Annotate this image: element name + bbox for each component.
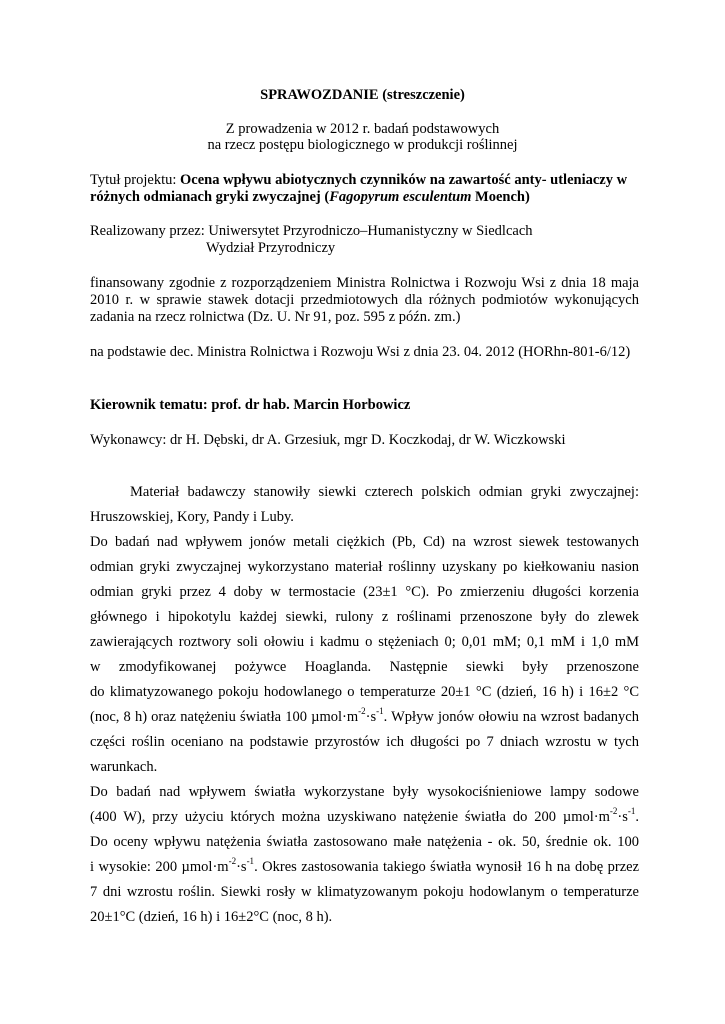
species-name: Fagopyrum esculentum (329, 189, 472, 205)
body-line: głównego i hipokotylu każdej siewki, rulony z roślinami przenoszone były do zlewek (90, 609, 639, 625)
project-title-part: Moench) (471, 189, 530, 205)
text-run: . Okres zastosowania takiego światła wynosił 16 h na dobę przez (254, 859, 640, 875)
superscript: -2 (228, 856, 237, 867)
body-line: zawierających roztwory soli ołowiu i kadmu o stężeniach 0; 0,01 mM; 0,1 mM i 1,0 mM (90, 634, 639, 650)
text-run: (noc, 8 h) oraz natężeniu światła 100 µmol·m (90, 709, 359, 725)
subtitle-line-2: na rzecz postępu biologicznego w produkcji roślinnej (207, 137, 518, 153)
university-name: Uniwersytet Przyrodniczo–Humanistyczny w Siedlcach (208, 223, 533, 239)
project-title-line-2 (90, 188, 530, 206)
body-line: Do badań nad wpływem jonów metali ciężkich (Pb, Cd) na wzrost siewek testowanych (90, 534, 639, 550)
superscript: -2 (609, 806, 618, 817)
text-run: ·s (365, 709, 377, 725)
body-line: w zmodyfikowanej pożywce Hoaglanda. Następnie siewki były przenoszone (90, 659, 639, 675)
body-line: Materiał badawczy stanowiły siewki czterech polskich odmian gryki zwyczajnej: (130, 484, 639, 500)
body-line (90, 858, 639, 876)
body-line (90, 808, 639, 826)
body-line: Do badań nad wpływem światła wykorzystane były wysokociśnieniowe lampy sodowe (90, 784, 639, 800)
funding-line: 2010 r. w sprawie stawek dotacji przedmiotowych dla różnych podmiotów wykonujących (90, 292, 639, 308)
funding-line: finansowany zgodnie z rozporządzeniem Ministra Rolnictwa i Rozwoju Wsi z dnia 18 maja (90, 275, 639, 291)
superscript: -1 (376, 706, 384, 717)
text-run: ·s (236, 859, 247, 875)
body-line (90, 708, 639, 726)
superscript: -1 (246, 856, 255, 867)
text-run: . (635, 809, 639, 825)
body-line: 7 dni wzrostu roślin. Siewki rosły w klimatyzowanym pokoju hodowlanym o temperaturze (90, 884, 639, 900)
funding-line: zadania na rzecz rolnictwa (Dz. U. Nr 91, poz. 595 z późn. zm.) (90, 309, 461, 325)
contractors-line: Wykonawcy: dr H. Dębski, dr A. Grzesiuk, mgr D. Koczkodaj, dr W. Wiczkowski (90, 432, 566, 448)
body-line: części roślin oceniano na podstawie przyrostów ich długości po 7 dniach wzrostu w tych (90, 734, 639, 750)
text-run: (400 W), przy użyciu których można uzyskiwano natężenie światła do 200 µmol·m (90, 809, 610, 825)
text-run: ·s (617, 809, 628, 825)
body-line: odmian gryki zwyczajnej wykorzystano materiał roślinny uzyskany po kiełkowaniu nasion (90, 559, 639, 575)
body-line: Hruszowskiej, Kory, Pandy i Luby. (90, 509, 294, 525)
decision-line: na podstawie dec. Ministra Rolnictwa i Rozwoju Wsi z dnia 23. 04. 2012 (HORhn-801-6/12) (90, 344, 631, 360)
superscript: -1 (627, 806, 636, 817)
text-run: i wysokie: 200 µmol·m (90, 859, 229, 875)
realization-line (90, 222, 533, 240)
superscript: -2 (358, 706, 366, 717)
body-line: Do oceny wpływu natężenia światła zastosowano małe natężenia - ok. 50, średnie ok. 100 (90, 834, 639, 850)
project-title-part: różnych odmianach gryki zwyczajnej ( (90, 189, 330, 205)
subtitle-line-1: Z prowadzenia w 2012 r. badań podstawowych (225, 121, 500, 137)
document-title: SPRAWOZDANIE (streszczenie) (260, 87, 465, 103)
project-title-line-1 (90, 171, 627, 189)
body-line: odmian gryki przez 4 doby w termostacie (23±1 °C). Po zmierzeniu długości korzenia (90, 584, 639, 600)
body-line: do klimatyzowanego pokoju hodowlanego o temperaturze 20±1 °C (dzień, 16 h) i 16±2 °C (90, 684, 639, 700)
project-manager: Kierownik tematu: prof. dr hab. Marcin Horbowicz (90, 397, 411, 413)
text-run: . Wpływ jonów ołowiu na wzrost badanych (383, 709, 639, 725)
project-label: Tytuł projektu: (90, 172, 181, 188)
body-line: 20±1°C (dzień, 16 h) i 16±2°C (noc, 8 h). (90, 909, 333, 925)
project-title: Ocena wpływu abiotycznych czynników na zawartość anty- utleniaczy w (180, 172, 628, 188)
faculty-name: Wydział Przyrodniczy (206, 240, 336, 256)
body-line: warunkach. (90, 759, 158, 775)
realization-label: Realizowany przez: (90, 223, 209, 239)
